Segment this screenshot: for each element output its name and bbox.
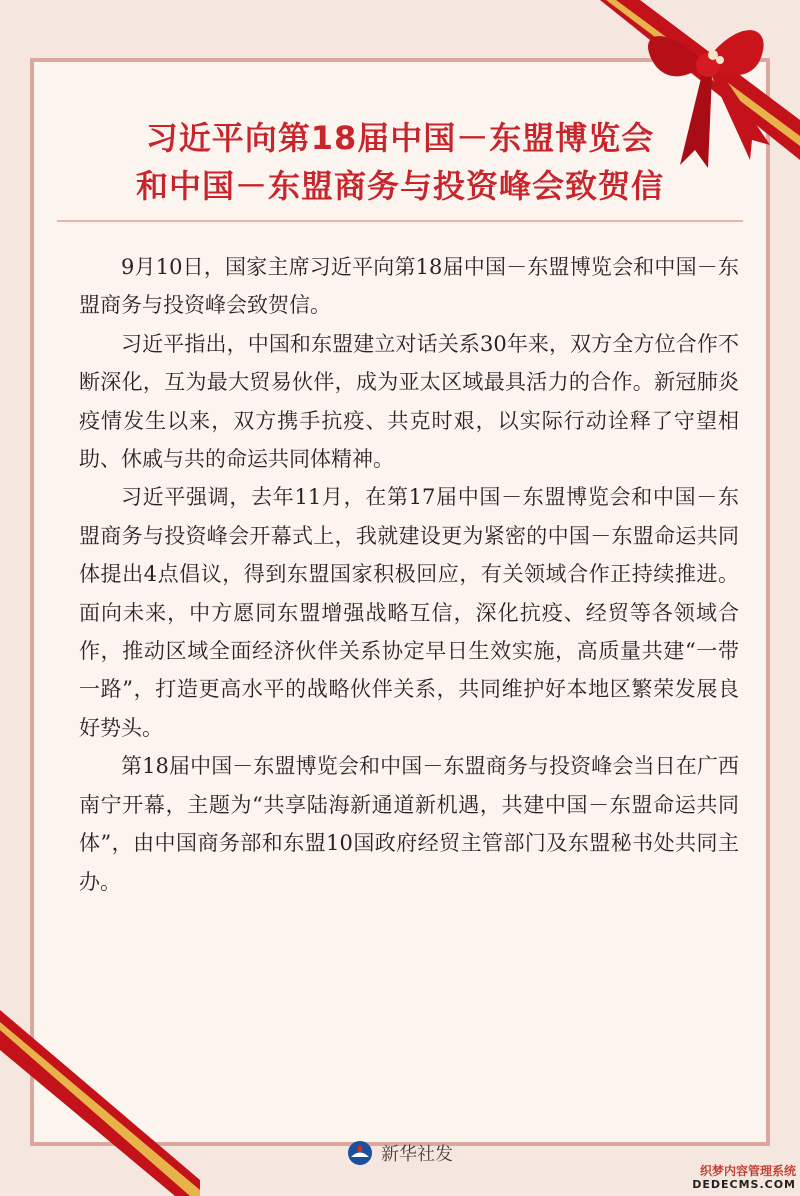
source-credit <box>0 1140 800 1166</box>
paragraph: 习近平强调，去年11月，在第17届中国－东盟博览会和中国－东盟商务与投资峰会开幕式上，我就建设更为紧密的中国－东盟命运共同体提出4点倡议，得到东盟国家积极回应，有关领域合作正持续推进。面向未来，中方愿同东盟增强战略互信，深化抗疫、经贸等各领域合作，推动区域全面经济伙伴关系协定早日生效实施，高质量共建“一带一路”，打造更高水平的战略伙伴关系，共同维护好本地区繁荣发展良好势头。 <box>79 485 739 740</box>
paragraph: 第18届中国－东盟博览会和中国－东盟商务与投资峰会当日在广西南宁开幕，主题为“共享陆海新通道新机遇，共建中国－东盟命运共同体”，由中国商务部和东盟10国政府经贸主管部门及东盟秘书处共同主办。 <box>79 754 739 894</box>
article-body <box>79 248 739 901</box>
watermark-line-2: DEDECMS.COM <box>692 1178 796 1191</box>
watermark-line-1: 织梦内容管理系统 <box>699 1164 796 1178</box>
xinhua-logo-icon <box>347 1140 373 1166</box>
headline-line-2: 和中国－东盟商务与投资峰会致贺信 <box>135 167 664 205</box>
paragraph: 习近平指出，中国和东盟建立对话关系30年来，双方全方位合作不断深化，互为最大贸易伙伴，成为亚太区域最具活力的合作。新冠肺炎疫情发生以来，双方携手抗疫、共克时艰，以实际行动诠释了守望相助、休戚与共的命运共同体精神。 <box>79 331 739 472</box>
source-label: 新华社发 <box>381 1144 453 1165</box>
site-watermark <box>692 1164 796 1192</box>
headline-line-1: 习近平向第18届中国－东盟博览会 <box>145 119 655 157</box>
divider <box>57 220 743 222</box>
paragraph: 9月10日，国家主席习近平向第18届中国－东盟博览会和中国－东盟商务与投资峰会致贺信。 <box>79 255 739 318</box>
ribbon-bottom-left <box>0 1010 200 1196</box>
